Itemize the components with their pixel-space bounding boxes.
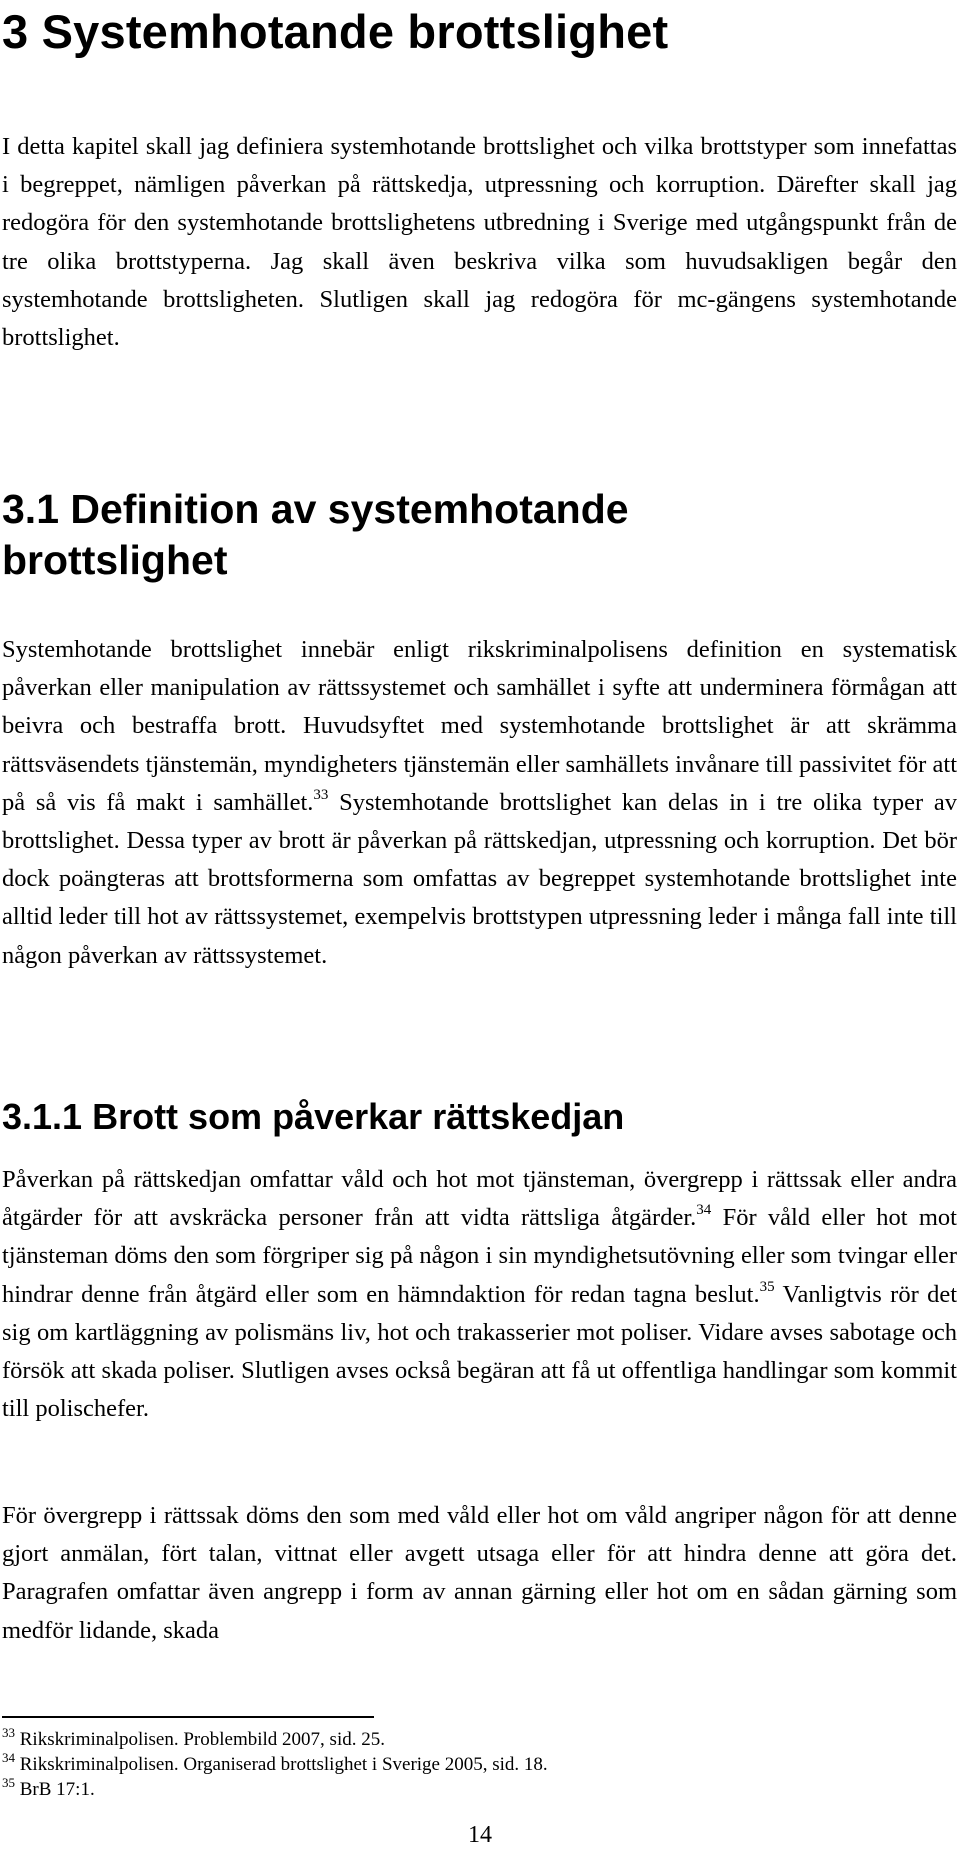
footnote-text: Rikskriminalpolisen. Problembild 2007, sid. 25. <box>15 1729 385 1750</box>
footnote-35 <box>2 1777 902 1802</box>
subsection-text-c: Vanligtvis rör det sig om kartläggning av polismäns liv, hot och trakasserier mot poliser. Vidare avses sabotage och försök att skada poliser. Slutligen avses också begäran att få ut offentliga handlingar som kommit till polischefer. <box>2 1280 957 1423</box>
footnote-text: BrB 17:1. <box>15 1779 95 1800</box>
footnote-number: 35 <box>2 1775 15 1790</box>
subsection-paragraph-1 <box>2 1161 957 1428</box>
subsection-text-b: För våld eller hot mot tjänsteman döms den som förgriper sig på någon i sin myndighetsutövning eller som tvingar eller hindrar denne från åtgärd eller som en hämndaktion för redan tagna beslut. <box>2 1204 957 1308</box>
page-number: 14 <box>468 1822 492 1848</box>
subsection-text-a: Påverkan på rättskedjan omfattar våld och hot mot tjänsteman, övergrepp i rättssak eller andra åtgärder för att avskräcka personer från att vidta rättsliga åtgärder. <box>2 1166 957 1232</box>
section-text-b: Systemhotande brottslighet kan delas in i tre olika typer av brottslighet. Dessa typer av brott är påverkan på rättskedjan, utpressning och korruption. Det bör dock poängteras att brottsformerna som omfattas av begreppet systemhotande brottslighet inte alltid leder till hot av rättssystemet, exempelvis brottstypen utpressning leder i många fall inte till någon påverkan av rättssystemet. <box>2 788 957 969</box>
footnote-33 <box>2 1727 902 1752</box>
chapter-intro-paragraph: I detta kapitel skall jag definiera systemhotande brottslighet och vilka brottstyper som innefattas i begreppet, nämligen påverkan på rättskedja, utpressning och korruption. Därefter skall jag redogöra för den systemhotande brottslighetens utbredning i Sverige med utgångspunkt från de tre olika brottstyperna. Jag skall även beskriva vilka som huvudsakligen begår den systemhotande brottsligheten. Slutligen skall jag redogöra för mc-gängens systemhotande brottslighet. <box>2 133 957 352</box>
footnotes <box>2 1727 902 1802</box>
footnote-ref-33[interactable]: 33 <box>313 786 329 803</box>
chapter-title: 3 Systemhotande brottslighet <box>2 5 669 58</box>
section-text-a: Systemhotande brottslighet innebär enligt rikskriminalpolisens definition en systematisk påverkan eller manipulation av rättssystemet och samhället i syfte att underminera förmågan att beivra och bestraffa brott. Huvudsyftet med systemhotande brottslighet är att skrämma rättsväsendets tjänstemän, myndigheters tjänstemän eller samhällets invånare till passivitet för att på så vis få makt i samhället. <box>2 636 957 816</box>
subsection-paragraph-2: För övergrepp i rättssak döms den som med våld eller hot om våld angriper någon för att denne gjort anmälan, fört talan, vittnat eller avgett utsaga eller för att hindra denne att göra det. Paragrafen omfattar även angrepp i form av annan gärning eller hot om en sådan gärning som medför lidande, skada <box>2 1502 957 1644</box>
footnote-ref-35[interactable]: 35 <box>759 1278 775 1295</box>
footnote-text: Rikskriminalpolisen. Organiserad brottslighet i Sverige 2005, sid. 18. <box>15 1754 548 1775</box>
footnote-separator <box>2 1716 374 1718</box>
subsection-title: 3.1.1 Brott som påverkar rättskedjan <box>2 1096 625 1137</box>
footnote-34 <box>2 1752 902 1777</box>
footnote-number: 34 <box>2 1750 15 1765</box>
footnote-ref-34[interactable]: 34 <box>696 1202 712 1219</box>
section-title: 3.1 Definition av systemhotande brottslighet <box>2 486 629 583</box>
section-paragraph <box>2 631 957 975</box>
footnote-number: 33 <box>2 1725 15 1740</box>
